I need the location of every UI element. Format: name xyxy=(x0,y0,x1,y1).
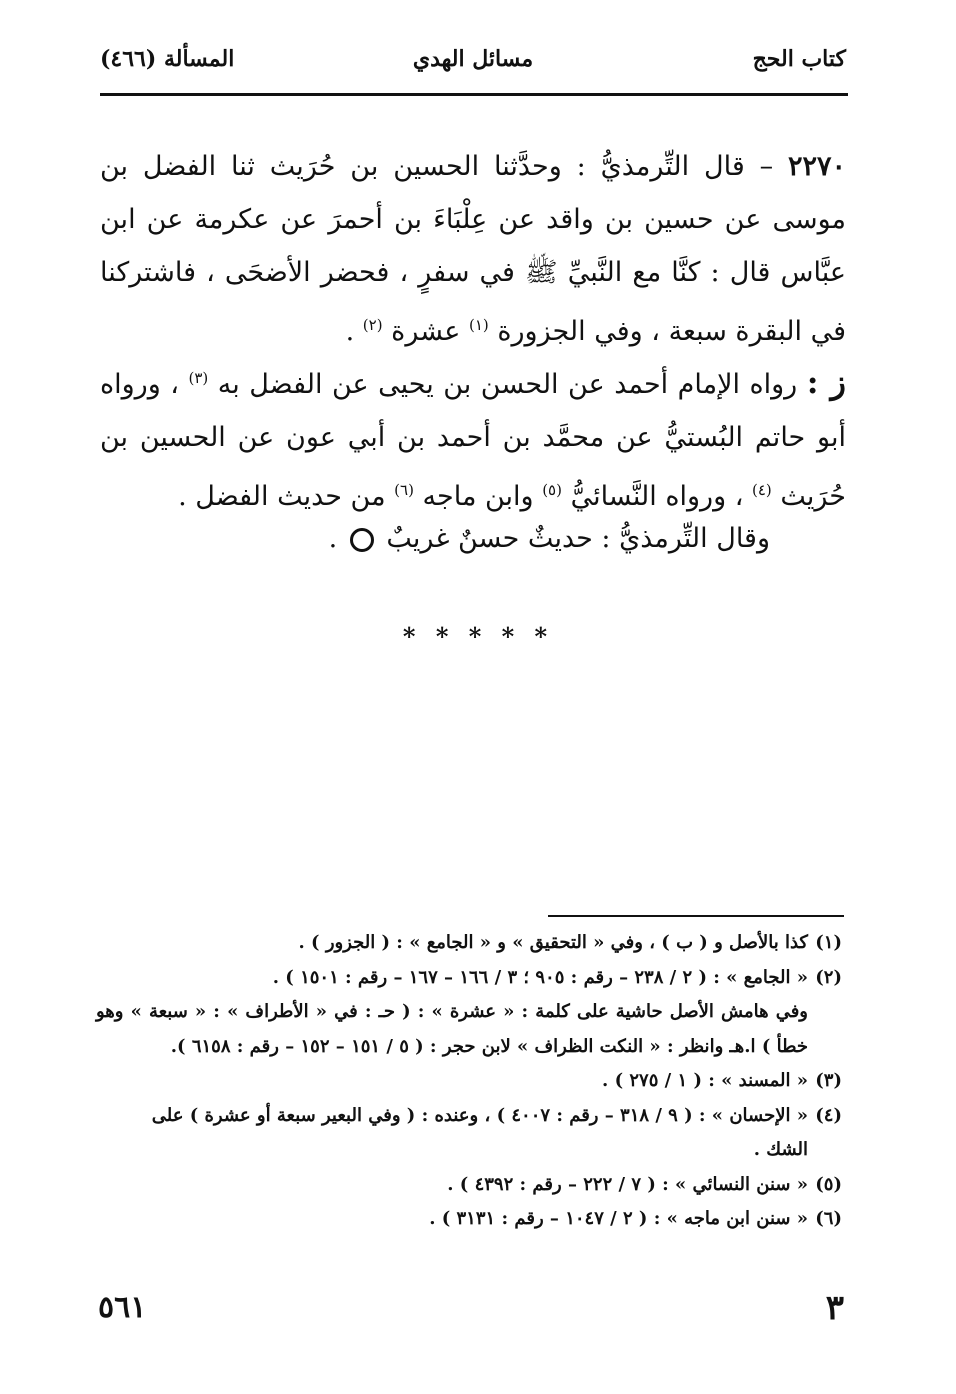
footnotes-section xyxy=(96,926,842,1237)
footnote-text: كذا بالأصل و ( ب ) ، وفي « التحقيق » و « الجامع » : ( الجزور ) . xyxy=(298,932,808,953)
hadith-text-2: عشرة xyxy=(391,316,469,347)
footnote-text: « المسند » : ( ١ / ٢٧٥ ) . xyxy=(602,1070,808,1091)
footnote-6 xyxy=(96,1202,842,1237)
header-issue-number: المسألة (٤٦٦) xyxy=(100,46,235,72)
footnote-2 xyxy=(96,961,842,996)
header-rule xyxy=(100,93,848,96)
takhrij-text-2: ، ورواه أبو حاتم البُستيُّ عن محمَّد بن أحمد بن أبي عون عن الحسين بن حُرَيث xyxy=(100,369,846,512)
running-header xyxy=(100,46,846,86)
volume-number: ٣ xyxy=(825,1288,844,1328)
footnote-number: (١) xyxy=(815,932,842,953)
hadith-text-3: . xyxy=(345,316,363,347)
takhrij-text-5: من حديث الفضل . xyxy=(178,481,395,512)
verdict-paragraph xyxy=(100,512,846,565)
header-book-title: كتاب الحج xyxy=(752,46,846,72)
footnote-3 xyxy=(96,1064,842,1099)
footnote-text: « سنن ابن ماجه » : ( ٢ / ١٠٤٧ – رقم : ٣١٣١ ) . xyxy=(429,1208,808,1229)
footnote-text: « الجامع » : ( ٢ / ٢٣٨ – رقم : ٩٠٥ ؛ ٣ / ١٦٦ – ١٦٧ – رقم : ١٥٠١ ) . xyxy=(272,966,808,988)
takhrij-text-3: ، ورواه النَّسائيُّ xyxy=(570,481,752,512)
footnote-number: (٣) xyxy=(815,1070,842,1091)
hadith-number: ٢٢٧٠ xyxy=(787,151,846,182)
footnote-4 xyxy=(96,1099,842,1134)
footnote-text: « الإحسان » : ( ٩ / ٣١٨ – رقم : ٤٠٠٧ ) ، وعنده : ( وفي البعير سبعة أو عشرة ) على xyxy=(151,1104,808,1126)
footnote-rule xyxy=(548,915,844,917)
verdict-end: . xyxy=(328,523,346,554)
footnote-number: (٢) xyxy=(815,966,842,988)
footnote-number: (٤) xyxy=(815,1104,842,1126)
takhrij-text-1: رواه الإمام أحمد عن الحسن بن يحيى عن الفضل به xyxy=(217,369,807,400)
footnote-number: (٦) xyxy=(815,1208,842,1229)
footnote-ref-1: (١) xyxy=(469,316,489,334)
footnote-ref-2: (٢) xyxy=(362,316,383,334)
footnote-ref-3: (٣) xyxy=(188,369,209,387)
footnote-ref-5: (٥) xyxy=(542,481,562,499)
footnote-number: (٥) xyxy=(815,1173,842,1195)
footnote-ref-6: (٦) xyxy=(394,481,414,499)
footnote-text: « سنن النسائي » : ( ٧ / ٢٢٢ – رقم : ٤٣٩٢ ) . xyxy=(447,1173,808,1195)
page-number: ٥٦١ xyxy=(98,1290,147,1325)
takhrij-text-4: وابن ماجه xyxy=(422,481,543,512)
footnote-4-continuation: الشك . xyxy=(753,1139,808,1160)
takhrij-symbol: ز : xyxy=(806,363,847,401)
takhrij-paragraph xyxy=(100,352,846,523)
hadith-paragraph xyxy=(100,140,846,358)
hadith-text-1: – قال التِّرمذيُّ : وحدَّثنا الحسين بن حُرَيث ثنا الفضل بن موسى عن حسين بن واقد عن عِلْبَاءَ بن أحمرَ عن عكرمة عن ابن عبَّاس قال : كنَّا مع النَّبيِّ ﷺ في سفرٍ ، فحضر الأضحَى ، فاشتركنا في البقرة سبعة ، وفي الجزورة xyxy=(100,151,846,347)
verdict-text: وقال التِّرمذيُّ : حديثٌ حسنٌ غريبٌ xyxy=(386,523,770,554)
section-separator: * * * * * xyxy=(402,622,554,651)
footnote-ref-4: (٤) xyxy=(752,481,772,499)
footnote-1 xyxy=(96,926,842,961)
footnote-2-continuation: وفي هامش الأصل حاشية على كلمة : « عشرة » : ( حـ : في « الأطراف » : « سبعة » وهو خطأ ) ا.هـ وانظر : « النكت الظراف » لابن حجر : ( ٥ / ١٥١ – ١٥٢ – رقم : ٦١٥٨ ). xyxy=(96,1001,808,1057)
footnote-5 xyxy=(96,1168,842,1203)
end-circle-icon xyxy=(350,528,374,552)
header-chapter-title: مسائل الهدي xyxy=(412,46,534,72)
